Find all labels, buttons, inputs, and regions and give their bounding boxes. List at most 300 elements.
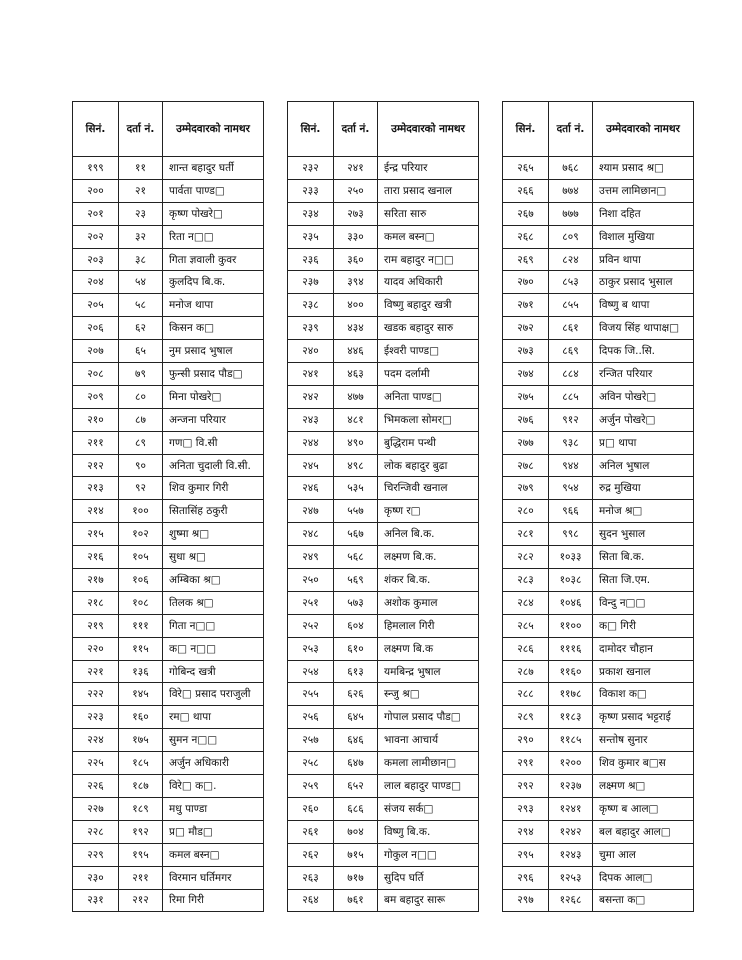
name-cell: स्न्जु श्र□ <box>378 683 479 706</box>
serial-cell: २२९ <box>73 843 119 866</box>
table-row <box>503 340 694 363</box>
registration-cell: ७६८ <box>549 157 593 180</box>
serial-cell: २८५ <box>503 614 549 637</box>
name-cell: शिव कुमार ब□स <box>593 752 694 775</box>
name-cell: प्र□ मौड□ <box>163 820 264 843</box>
name-cell: गोकुल न□□ <box>378 843 479 866</box>
name-cell: पार्वता पाण्ड□ <box>163 179 264 202</box>
serial-cell: २४१ <box>288 363 334 386</box>
serial-cell: २६४ <box>288 889 334 912</box>
header-row <box>503 102 694 157</box>
name-cell: गोबिन्द खत्री <box>163 660 264 683</box>
name-cell: विष्णु ब थापा <box>593 294 694 317</box>
table-row <box>73 477 264 500</box>
serial-cell: २२० <box>73 637 119 660</box>
registration-cell: १२४१ <box>549 797 593 820</box>
table-row <box>503 317 694 340</box>
name-cell: नुम प्रसाद भुषाल <box>163 340 264 363</box>
table-row <box>288 500 479 523</box>
table-row <box>503 248 694 271</box>
registration-cell: २३ <box>119 202 163 225</box>
registration-cell: २१ <box>119 179 163 202</box>
col-header-name: उम्मेदवारको नामथर <box>378 102 479 157</box>
name-cell: मिना पोखरे□ <box>163 385 264 408</box>
name-cell: मधु पाण्डा <box>163 797 264 820</box>
serial-cell: २५१ <box>288 591 334 614</box>
table-row <box>73 591 264 614</box>
name-cell: दामोदर चौहान <box>593 637 694 660</box>
serial-cell: २७८ <box>503 454 549 477</box>
name-cell: सुधा श्र□ <box>163 546 264 569</box>
registration-cell: ९९८ <box>549 523 593 546</box>
serial-cell: २६१ <box>288 820 334 843</box>
registration-cell: ६८६ <box>334 797 378 820</box>
table-row <box>503 752 694 775</box>
table-row <box>503 889 694 912</box>
name-cell: विशाल मुखिया <box>593 225 694 248</box>
table-row <box>288 385 479 408</box>
table-row <box>288 317 479 340</box>
table-row <box>73 797 264 820</box>
table-row <box>503 225 694 248</box>
registration-cell: ८५३ <box>549 271 593 294</box>
name-cell: लोक बहादुर बुढा <box>378 454 479 477</box>
table-row <box>288 248 479 271</box>
serial-cell: २४७ <box>288 500 334 523</box>
name-cell: अम्बिका श्र□ <box>163 569 264 592</box>
serial-cell: २०६ <box>73 317 119 340</box>
table-row <box>288 340 479 363</box>
registration-cell: ८७ <box>119 408 163 431</box>
table-row <box>73 431 264 454</box>
table-row <box>503 500 694 523</box>
name-cell: गिता ज्ञवाली कुवर <box>163 248 264 271</box>
registration-cell: ७७७ <box>549 202 593 225</box>
table-row <box>288 477 479 500</box>
name-cell: दिपक जि..सि. <box>593 340 694 363</box>
serial-cell: २१४ <box>73 500 119 523</box>
name-cell: कृष्ण पोखरे□ <box>163 202 264 225</box>
registration-cell: ५६७ <box>334 523 378 546</box>
table-row <box>503 271 694 294</box>
name-cell: विरे□ प्रसाद पराजुली <box>163 683 264 706</box>
table-row <box>503 385 694 408</box>
serial-cell: २९५ <box>503 843 549 866</box>
registration-cell: १०२ <box>119 523 163 546</box>
registration-cell: ८२४ <box>549 248 593 271</box>
registration-cell: १२४२ <box>549 820 593 843</box>
serial-cell: २०७ <box>73 340 119 363</box>
table-row <box>288 729 479 752</box>
registration-cell: ८८५ <box>549 385 593 408</box>
registration-cell: १२६८ <box>549 889 593 912</box>
serial-cell: २०८ <box>73 363 119 386</box>
name-cell: गिता न□□ <box>163 614 264 637</box>
registration-cell: ४३४ <box>334 317 378 340</box>
table-row <box>503 431 694 454</box>
col-header-registration: दर्ता नं. <box>549 102 593 157</box>
registration-cell: ७१७ <box>334 866 378 889</box>
name-cell: तारा प्रसाद खनाल <box>378 179 479 202</box>
table-row <box>73 179 264 202</box>
registration-cell: ५५७ <box>334 500 378 523</box>
table-row <box>73 157 264 180</box>
serial-cell: २३९ <box>288 317 334 340</box>
table-row <box>288 820 479 843</box>
serial-cell: २३७ <box>288 271 334 294</box>
serial-cell: १९९ <box>73 157 119 180</box>
serial-cell: २९२ <box>503 775 549 798</box>
serial-cell: २६७ <box>503 202 549 225</box>
table-row <box>288 454 479 477</box>
serial-cell: २५० <box>288 569 334 592</box>
table-row <box>288 591 479 614</box>
name-cell: क□ गिरी <box>593 614 694 637</box>
name-cell: अशोक कुमाल <box>378 591 479 614</box>
name-cell: चुमा आल <box>593 843 694 866</box>
registration-cell: ८०९ <box>549 225 593 248</box>
col-header-registration: दर्ता नं. <box>119 102 163 157</box>
table-row <box>503 820 694 843</box>
serial-cell: २७१ <box>503 294 549 317</box>
registration-cell: ११७८ <box>549 683 593 706</box>
table-row <box>73 614 264 637</box>
registration-cell: ९५४ <box>549 477 593 500</box>
serial-cell: २६९ <box>503 248 549 271</box>
serial-cell: २७० <box>503 271 549 294</box>
serial-cell: २०२ <box>73 225 119 248</box>
serial-cell: २०४ <box>73 271 119 294</box>
name-cell: सिता जि.एम. <box>593 569 694 592</box>
table-row <box>288 523 479 546</box>
serial-cell: २३१ <box>73 889 119 912</box>
serial-cell: २८३ <box>503 569 549 592</box>
table-row <box>503 775 694 798</box>
name-cell: श्याम प्रसाद श्र□ <box>593 157 694 180</box>
name-cell: रिता न□□ <box>163 225 264 248</box>
registration-cell: ४९० <box>334 431 378 454</box>
registration-cell: ४६३ <box>334 363 378 386</box>
name-cell: कृष्ण प्रसाद भट्टराई <box>593 706 694 729</box>
serial-cell: २४९ <box>288 546 334 569</box>
serial-cell: २६३ <box>288 866 334 889</box>
registration-cell: ९० <box>119 454 163 477</box>
serial-cell: २९६ <box>503 866 549 889</box>
name-cell: अन्जना परियार <box>163 408 264 431</box>
name-cell: गोपाल प्रसाद पौड□ <box>378 706 479 729</box>
name-cell: शिव कुमार गिरी <box>163 477 264 500</box>
registration-cell: ८६९ <box>549 340 593 363</box>
name-cell: ठाकुर प्रसाद भुसाल <box>593 271 694 294</box>
name-cell: प्रविन थापा <box>593 248 694 271</box>
serial-cell: २९३ <box>503 797 549 820</box>
registration-cell: १०५ <box>119 546 163 569</box>
table-row <box>503 866 694 889</box>
serial-cell: २२२ <box>73 683 119 706</box>
serial-cell: २९७ <box>503 889 549 912</box>
registration-cell: ३२ <box>119 225 163 248</box>
name-cell: खडक बहादुर सारु <box>378 317 479 340</box>
table-row <box>73 454 264 477</box>
serial-cell: २१७ <box>73 569 119 592</box>
name-cell: अविन पोखरे□ <box>593 385 694 408</box>
table-row <box>73 866 264 889</box>
registration-cell: ११०० <box>549 614 593 637</box>
registration-cell: ५४ <box>119 271 163 294</box>
registration-cell: ६४७ <box>334 752 378 775</box>
serial-cell: २५६ <box>288 706 334 729</box>
registration-cell: ११८३ <box>549 706 593 729</box>
serial-cell: २६६ <box>503 179 549 202</box>
registration-cell: ९३८ <box>549 431 593 454</box>
table-row <box>503 706 694 729</box>
name-cell: अनिल भुषाल <box>593 454 694 477</box>
name-cell: प्रकाश खनाल <box>593 660 694 683</box>
name-cell: लक्ष्मण श्र□ <box>593 775 694 798</box>
table-row <box>288 866 479 889</box>
table-row <box>503 797 694 820</box>
table-row <box>73 340 264 363</box>
name-cell: रन्जित परियार <box>593 363 694 386</box>
serial-cell: २६५ <box>503 157 549 180</box>
name-cell: अर्जुन अधिकारी <box>163 752 264 775</box>
registration-cell: ३९४ <box>334 271 378 294</box>
name-cell: विजय सिंह थापाक्ष□ <box>593 317 694 340</box>
name-cell: संजय सर्क□ <box>378 797 479 820</box>
name-cell: कुलदिप बि.क. <box>163 271 264 294</box>
serial-cell: २१० <box>73 408 119 431</box>
table-row <box>503 591 694 614</box>
name-cell: लक्ष्मण बि.क. <box>378 546 479 569</box>
serial-cell: २७७ <box>503 431 549 454</box>
table-row <box>288 225 479 248</box>
registration-cell: ९४४ <box>549 454 593 477</box>
name-cell: बल बहादुर आल□ <box>593 820 694 843</box>
name-cell: हिमलाल गिरी <box>378 614 479 637</box>
name-cell: प्र□ थापा <box>593 431 694 454</box>
name-cell: अनिता पाण्ड□ <box>378 385 479 408</box>
table-row <box>288 614 479 637</box>
table-row <box>73 408 264 431</box>
name-cell: विकाश क□ <box>593 683 694 706</box>
registration-cell: १०८ <box>119 591 163 614</box>
name-cell: दिपक आल□ <box>593 866 694 889</box>
table-row <box>73 202 264 225</box>
table-row <box>73 523 264 546</box>
name-cell: रिमा गिरी <box>163 889 264 912</box>
registration-cell: ६४६ <box>334 729 378 752</box>
table-row <box>73 889 264 912</box>
serial-cell: २१६ <box>73 546 119 569</box>
table-row <box>503 614 694 637</box>
registration-cell: ८० <box>119 385 163 408</box>
registration-cell: ८८४ <box>549 363 593 386</box>
serial-cell: २१५ <box>73 523 119 546</box>
serial-cell: २४२ <box>288 385 334 408</box>
table-row <box>288 706 479 729</box>
registration-cell: ११८५ <box>549 729 593 752</box>
registration-cell: ७६१ <box>334 889 378 912</box>
registration-cell: ५८ <box>119 294 163 317</box>
name-cell: विष्णु बहादुर खत्री <box>378 294 479 317</box>
registration-cell: ६२६ <box>334 683 378 706</box>
registration-cell: १३६ <box>119 660 163 683</box>
name-cell: कृष्ण ब आल□ <box>593 797 694 820</box>
name-cell: अर्जुन पोखरे□ <box>593 408 694 431</box>
name-cell: मनोज थापा <box>163 294 264 317</box>
registration-cell: ७७४ <box>549 179 593 202</box>
name-cell: शान्त बहादुर घर्ती <box>163 157 264 180</box>
table-row <box>73 546 264 569</box>
table-row <box>73 637 264 660</box>
registration-cell: ७०४ <box>334 820 378 843</box>
registration-cell: १०३३ <box>549 546 593 569</box>
registration-cell: ८६१ <box>549 317 593 340</box>
name-cell: कमला लामीछान□ <box>378 752 479 775</box>
registration-cell: ६५२ <box>334 775 378 798</box>
name-cell: सिता बि.क. <box>593 546 694 569</box>
registration-cell: ६५ <box>119 340 163 363</box>
table-row <box>503 477 694 500</box>
registration-cell: १८७ <box>119 775 163 798</box>
registration-cell: ७९ <box>119 363 163 386</box>
registration-cell: १०३८ <box>549 569 593 592</box>
serial-cell: २५३ <box>288 637 334 660</box>
name-cell: बम बहादुर सारू <box>378 889 479 912</box>
table-row <box>503 157 694 180</box>
serial-cell: २४३ <box>288 408 334 431</box>
registration-cell: ८५५ <box>549 294 593 317</box>
registration-cell: १०० <box>119 500 163 523</box>
registration-cell: ११ <box>119 157 163 180</box>
name-cell: मनोज श्र□ <box>593 500 694 523</box>
serial-cell: २१८ <box>73 591 119 614</box>
registration-cell: ५६९ <box>334 569 378 592</box>
serial-cell: २२३ <box>73 706 119 729</box>
registration-cell: ४९८ <box>334 454 378 477</box>
name-cell: विष्णु बि.क. <box>378 820 479 843</box>
table-row <box>503 202 694 225</box>
registration-cell: १२०० <box>549 752 593 775</box>
name-cell: अनिता चुदाली वि.सी. <box>163 454 264 477</box>
serial-cell: २२८ <box>73 820 119 843</box>
serial-cell: २४० <box>288 340 334 363</box>
registration-cell: ४८१ <box>334 408 378 431</box>
serial-cell: २४८ <box>288 523 334 546</box>
registration-cell: १९५ <box>119 843 163 866</box>
table-row <box>288 363 479 386</box>
registration-cell: ५३५ <box>334 477 378 500</box>
registration-cell: २५० <box>334 179 378 202</box>
table-row <box>503 294 694 317</box>
col-header-serial: सिनं. <box>73 102 119 157</box>
name-cell: तिलक श्र□ <box>163 591 264 614</box>
registration-cell: ६१३ <box>334 660 378 683</box>
table-row <box>73 752 264 775</box>
serial-cell: २४६ <box>288 477 334 500</box>
serial-cell: २८६ <box>503 637 549 660</box>
serial-cell: २१२ <box>73 454 119 477</box>
serial-cell: २८४ <box>503 591 549 614</box>
serial-cell: २३६ <box>288 248 334 271</box>
serial-cell: २४४ <box>288 431 334 454</box>
table-row <box>503 660 694 683</box>
table-row <box>73 294 264 317</box>
table-row <box>73 843 264 866</box>
table-row <box>288 637 479 660</box>
serial-cell: २७९ <box>503 477 549 500</box>
table-row <box>503 363 694 386</box>
registration-cell: ५७३ <box>334 591 378 614</box>
table-row <box>73 271 264 294</box>
name-cell: गण□ वि.सी <box>163 431 264 454</box>
registration-cell: १२४३ <box>549 843 593 866</box>
registration-cell: १९२ <box>119 820 163 843</box>
name-cell: विन्दु न□□ <box>593 591 694 614</box>
name-cell: यमबिन्द्र भुषाल <box>378 660 479 683</box>
table-row <box>73 248 264 271</box>
registration-cell: ५६८ <box>334 546 378 569</box>
table-row <box>288 546 479 569</box>
serial-cell: २३३ <box>288 179 334 202</box>
serial-cell: २२६ <box>73 775 119 798</box>
table-row <box>288 569 479 592</box>
name-cell: क□ न□□ <box>163 637 264 660</box>
serial-cell: २८२ <box>503 546 549 569</box>
name-cell: सितासिंह ठकुरी <box>163 500 264 523</box>
registration-cell: १७५ <box>119 729 163 752</box>
serial-cell: २६० <box>288 797 334 820</box>
serial-cell: २५७ <box>288 729 334 752</box>
serial-cell: २३८ <box>288 294 334 317</box>
registration-cell: ९१२ <box>549 408 593 431</box>
serial-cell: २५४ <box>288 660 334 683</box>
registration-cell: ११६० <box>549 660 593 683</box>
table-row <box>503 569 694 592</box>
serial-cell: २७२ <box>503 317 549 340</box>
registration-cell: ७१५ <box>334 843 378 866</box>
registration-cell: ११५ <box>119 637 163 660</box>
registration-cell: १८९ <box>119 797 163 820</box>
name-cell: रुद्र मुखिया <box>593 477 694 500</box>
table-row <box>288 157 479 180</box>
serial-cell: २०० <box>73 179 119 202</box>
registration-cell: १०४६ <box>549 591 593 614</box>
candidate-table-1 <box>72 101 264 912</box>
registration-cell: २७३ <box>334 202 378 225</box>
serial-cell: २३२ <box>288 157 334 180</box>
name-cell: शुष्मा श्र□ <box>163 523 264 546</box>
serial-cell: २८८ <box>503 683 549 706</box>
name-cell: विरे□ क□. <box>163 775 264 798</box>
name-cell: सुदन भुसाल <box>593 523 694 546</box>
serial-cell: २६८ <box>503 225 549 248</box>
registration-cell: २४१ <box>334 157 378 180</box>
table-row <box>288 843 479 866</box>
name-cell: सुमन न□□ <box>163 729 264 752</box>
serial-cell: २११ <box>73 431 119 454</box>
serial-cell: २७६ <box>503 408 549 431</box>
col-header-registration: दर्ता नं. <box>334 102 378 157</box>
name-cell: राम बहादुर न□□ <box>378 248 479 271</box>
serial-cell: २७४ <box>503 363 549 386</box>
table-row <box>288 683 479 706</box>
serial-cell: २२१ <box>73 660 119 683</box>
serial-cell: २२५ <box>73 752 119 775</box>
table-row <box>503 408 694 431</box>
table-row <box>73 729 264 752</box>
registration-cell: ३८ <box>119 248 163 271</box>
